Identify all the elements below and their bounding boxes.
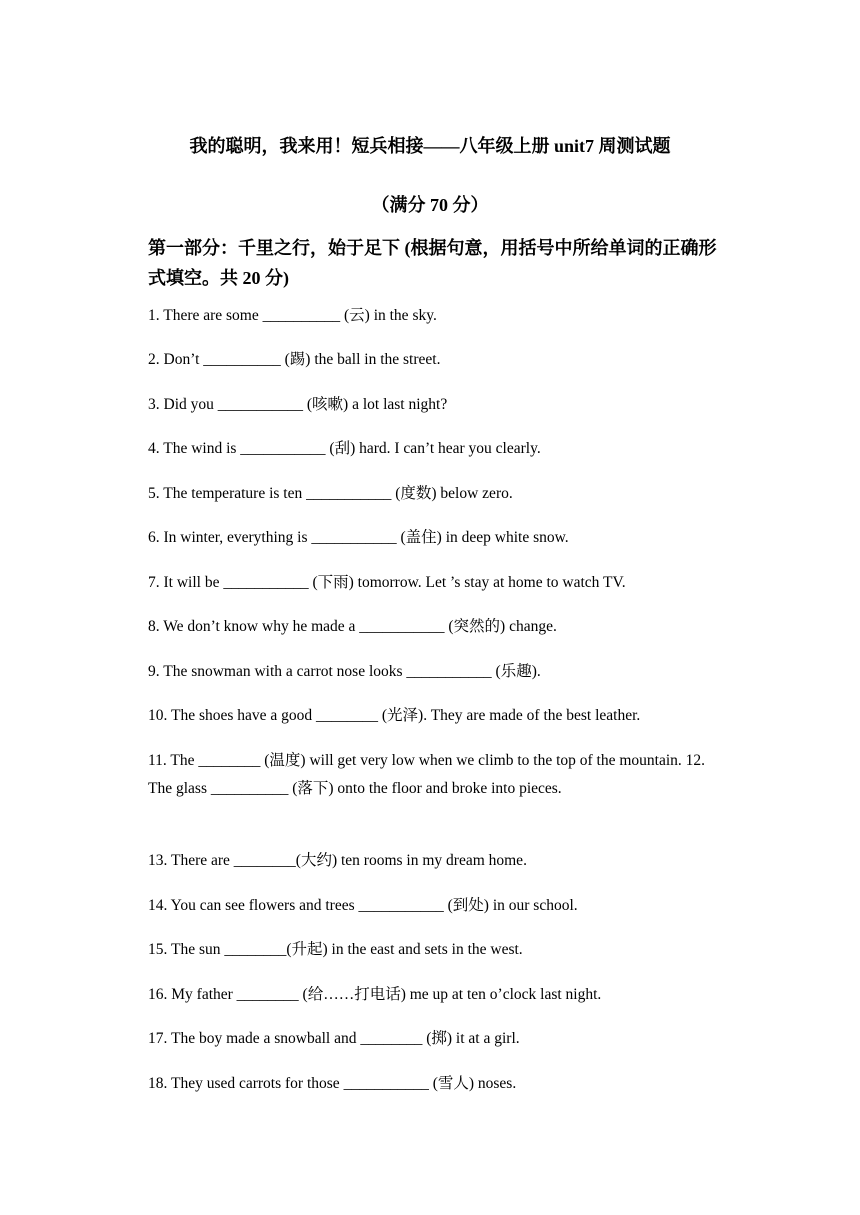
question-13: 13. There are ________(大约) ten rooms in my dream home. (148, 852, 527, 869)
question-9: 9. The snowman with a carrot nose looks ___________ (乐趣). (148, 663, 541, 680)
question-3: 3. Did you ___________ (咳嗽) a lot last night? (148, 396, 448, 413)
question-1: 1. There are some __________ (云) in the sky. (148, 307, 437, 324)
question-8: 8. We don’t know why he made a ___________ (突然的) change. (148, 618, 557, 635)
question-11-12: 11. The ________ (温度) will get very low when we climb to the top of the mountain. 12. The glass __________ (落下) onto the floor and broke into pieces. (148, 752, 706, 797)
question-16: 16. My father ________ (给……打电话) me up at ten o’clock last night. (148, 986, 602, 1003)
question-2: 2. Don’t __________ (踢) the ball in the street. (148, 351, 441, 368)
question-18: 18. They used carrots for those ___________ (雪人) noses. (148, 1075, 517, 1092)
section-heading: 第一部分：千里之行，始于足下 (根据句意，用括号中所给单词的正确形式填空。共 20 分) (148, 238, 717, 288)
question-10: 10. The shoes have a good ________ (光泽). They are made of the best leather. (148, 707, 641, 724)
question-7: 7. It will be ___________ (下雨) tomorrow. Let ’s stay at home to watch TV. (148, 574, 626, 591)
question-17: 17. The boy made a snowball and ________ (掷) it at a girl. (148, 1030, 520, 1047)
question-15: 15. The sun ________(升起) in the east and sets in the west. (148, 941, 523, 958)
page-title: 我的聪明，我来用！短兵相接——八年级上册 unit7 周测试题 (189, 136, 671, 156)
question-6: 6. In winter, everything is ___________ (盖住) in deep white snow. (148, 529, 569, 546)
question-14: 14. You can see flowers and trees ___________ (到处) in our school. (148, 897, 578, 914)
question-5: 5. The temperature is ten ___________ (度数) below zero. (148, 485, 513, 502)
score-subtitle: （满分 70 分） (371, 195, 489, 215)
question-4: 4. The wind is ___________ (刮) hard. I can’t hear you clearly. (148, 440, 541, 457)
